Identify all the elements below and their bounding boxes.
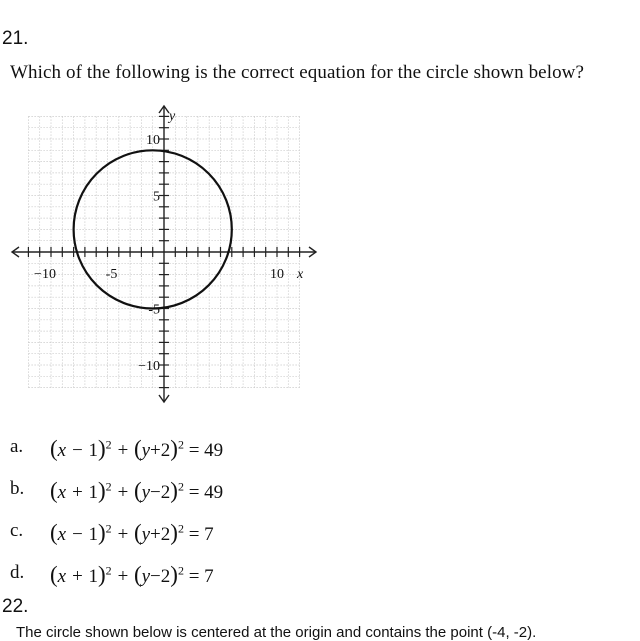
choice-equation: $(x + 1)^2 + (y-2)^2 = 7$ xyxy=(50,562,214,587)
choice-equation: $(x - 1)^2 + (y+2)^2 = 49$ xyxy=(50,436,224,461)
question-21-text: Which of the following is the correct equation for the circle shown below? xyxy=(10,62,585,83)
tick-label-y-5: 5 xyxy=(153,189,160,205)
tick-label-x-neg5: -5 xyxy=(105,267,118,282)
tick-label-x-neg10: −10 xyxy=(34,267,56,282)
tick-label-y-neg5: -5 xyxy=(148,302,160,318)
choice-equation: $(x + 1)^2 + (y-2)^2 = 49$ xyxy=(50,478,224,503)
question-21-number: 21. xyxy=(2,28,29,49)
question-22-number: 22. xyxy=(2,596,29,617)
choice-equation: $(x - 1)^2 + (y+2)^2 = 7$ xyxy=(50,520,214,545)
question-22-text: The circle shown below is centered at the origin and contains the point (-4, -2). xyxy=(16,624,537,641)
tick-label-x-10: 10 xyxy=(270,267,284,282)
circle-graph xyxy=(0,100,330,412)
choice-letter: c. xyxy=(10,520,24,541)
choice-letter: d. xyxy=(10,562,25,583)
tick-label-y-10: 10 xyxy=(146,133,160,148)
y-axis-label: y xyxy=(169,109,176,124)
tick-label-y-neg10: −10 xyxy=(138,359,160,374)
x-axis-label: x xyxy=(297,267,304,282)
choice-letter: a. xyxy=(10,436,24,457)
choice-letter: b. xyxy=(10,478,25,499)
